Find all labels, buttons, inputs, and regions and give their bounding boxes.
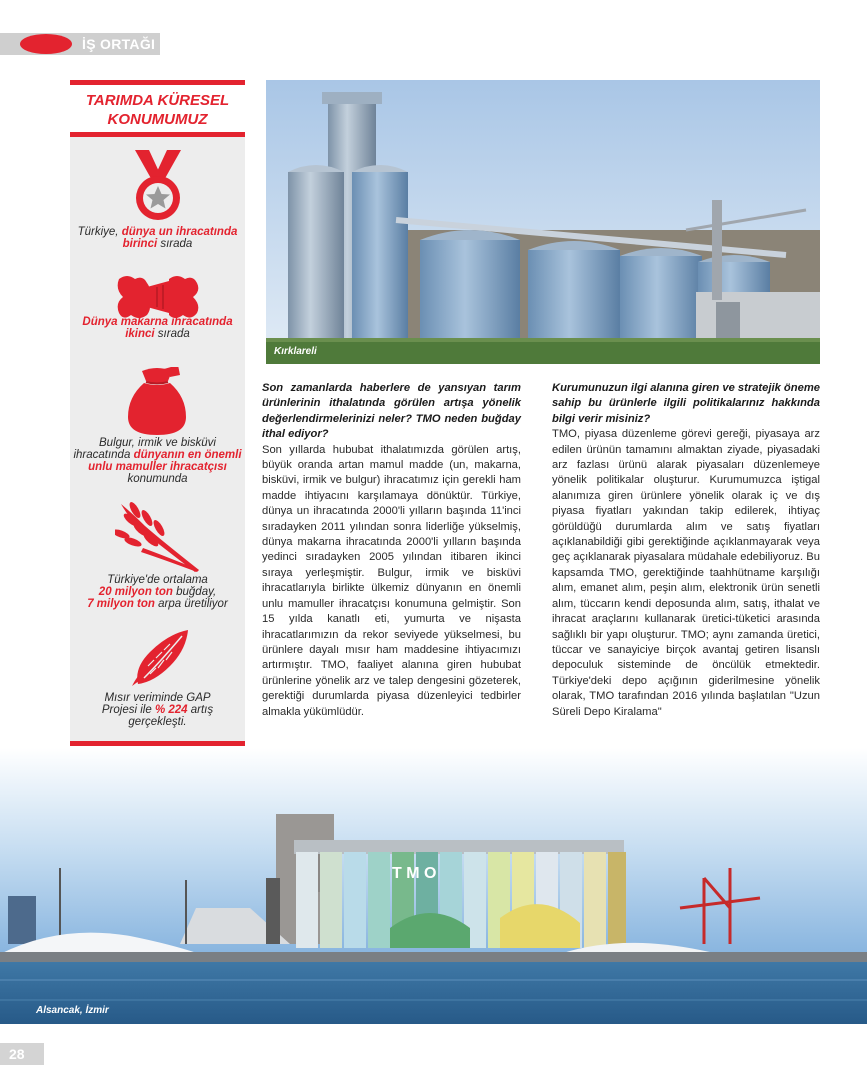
fact-highlight: % 224 bbox=[154, 704, 188, 716]
fact-text: sırada bbox=[157, 238, 193, 250]
fact-text: arpa üretiliyor bbox=[154, 598, 228, 610]
fact-text: gerçekleşti. bbox=[128, 716, 187, 728]
grain-sack-icon bbox=[124, 367, 190, 437]
section-label: İŞ ORTAĞI bbox=[82, 36, 156, 52]
photo-alsancak-silos bbox=[0, 748, 867, 1024]
medal-icon bbox=[131, 150, 185, 222]
fact-text: artış bbox=[187, 704, 214, 716]
photo-caption-alsancak: Alsancak, İzmir bbox=[36, 1005, 109, 1016]
interview-question: Son zamanlarda haberlere de yansıyan tarım ürünlerinin ithalatında görülen artışa yönelik değerlendirmelerinizi neler? TMO neden buğday ithal ediyor? bbox=[262, 382, 521, 441]
interview-answer: TMO, piyasa düzenleme görevi gereği, piyasaya arz edilen ürünün tamamını almaktan ziyade, piyasadaki arz fazlası ürünü alarak piyasaları düzenlemeye yönelik politikalar oluşturur. Kurumumuzca iştigal alanımıza giren ürünlere yönelik olarak iç ve dış piyasa fiyatları yakından takip edilerek, ihtiyaç görüldüğü durumlarda alım ve satış fiyatları açıklanabildiği gibi gerektiğinde açıklanmayarak veya geç açıklanarak piyasalara müdahale edebiliyoruz. Bu kapsamda TMO, gerektiğinde taahhütname karşılığı alım, emanet alım, peşin alım, elektronik ürün senetli alım, tüccarın kendi deposunda alım, satış, ithalat ve ihracat araçlarını kullanarak üretici-tüketici arasında sağlıklı bir yapı oluşturur. TMO; aynı zamanda üretici, tüccar ve sanayiciye birçok avantaj getiren lisanslı depoculuk sisteminde de öncülük etmektedir. Türkiye'deki depo açığının giderilmesine yönelik olarak, TMO tarafından 2016 yılında başlatılan "Uzun Süreli Depo Kiralama" bbox=[552, 428, 820, 718]
fact-wheat-production bbox=[70, 574, 245, 610]
fact-highlight: 7 milyon ton bbox=[87, 598, 155, 610]
fact-text: Türkiye, bbox=[77, 226, 122, 238]
fact-highlight: 20 milyon ton bbox=[98, 586, 173, 598]
column-right bbox=[552, 381, 820, 720]
sidebar bbox=[70, 80, 245, 746]
column-left bbox=[262, 381, 521, 720]
page-number: 28 bbox=[0, 1043, 44, 1065]
silo-tmo-text: T M O bbox=[392, 865, 437, 882]
fact-pasta-export bbox=[70, 316, 245, 340]
fact-flour-export bbox=[70, 226, 245, 250]
photo-kirklareli-silos bbox=[266, 80, 820, 364]
fact-text: Projesi ile bbox=[101, 704, 155, 716]
corn-icon bbox=[130, 628, 192, 688]
fact-text: konumunda bbox=[127, 473, 188, 485]
sidebar-title-line: KONUMUMUZ bbox=[107, 111, 208, 128]
fact-highlight: dünya un ihracatında birinci bbox=[121, 226, 238, 250]
section-tag bbox=[0, 33, 160, 55]
fact-text: sırada bbox=[154, 328, 190, 340]
sidebar-bottom-bar bbox=[70, 741, 245, 746]
wheat-icon bbox=[115, 500, 201, 572]
sidebar-title bbox=[70, 85, 245, 137]
interview-answer: Son yıllarda hububat ithalatımızda görülen artış, büyük oranda artan mamul madde (un, makarna, bisküvi, irmik ve bulgur) ihracatımız için gerekli ham madde ihtiyacını karşılamaya dönüktür. Türkiye, dünya un ihracatında 2000'li yılların başında 11'inci sıradayken 2011 yılından sonra liderliğe yükselmiş, dünya makarna ihracatında 2000'li yılların başında yedinci sıradayken 2005 yılından itibaren ikinci sıraya yerleşmiştir. Bulgur, irmik ve bisküvi ihracatlarıyla birlikte ülkemiz dünyanın en önemli unlu mamuller ihracatçısı konumuna gelmiştir. Son 15 yılda kanatlı eti, yumurta ve nişasta ihracatlarımızın da rekor seviyede yükselmesi, bu ürünlere dayalı mısır ham maddesine ihtiyacımızı artırmıştır. TMO, faaliyet alanına giren hububat ürünlerine yönelik arz ve talep dengesini gözeterek, gerektiği durumlarda piyasa düzenleyici tedbirler almakla yükümlüdür. bbox=[262, 443, 521, 718]
fact-text: Mısır veriminde GAP bbox=[104, 692, 211, 704]
fact-text: Bulgur, irmik ve bisküvi ihracatında bbox=[73, 437, 216, 461]
fact-highlight: Dünya makarna ihracatında ikinci bbox=[82, 316, 233, 340]
fact-corn-yield bbox=[70, 692, 245, 728]
section-oval bbox=[20, 34, 72, 54]
fact-highlight: dünyanın en önemli unlu mamuller ihracatçısı bbox=[88, 449, 242, 473]
photo-caption-kirklareli: Kırklareli bbox=[274, 346, 317, 357]
fact-text: Türkiye'de ortalama bbox=[107, 574, 208, 586]
fact-bulgur-export bbox=[70, 437, 245, 485]
interview-question: Kurumunuzun ilgi alanına giren ve stratejik öneme sahip bu ürünlerle ilgili politikalarınız hakkında bilgi verir misiniz? bbox=[552, 382, 820, 425]
sidebar-title-line: TARIMDA KÜRESEL bbox=[85, 92, 230, 109]
pasta-icon bbox=[117, 273, 199, 321]
fact-text: buğday, bbox=[172, 586, 217, 598]
